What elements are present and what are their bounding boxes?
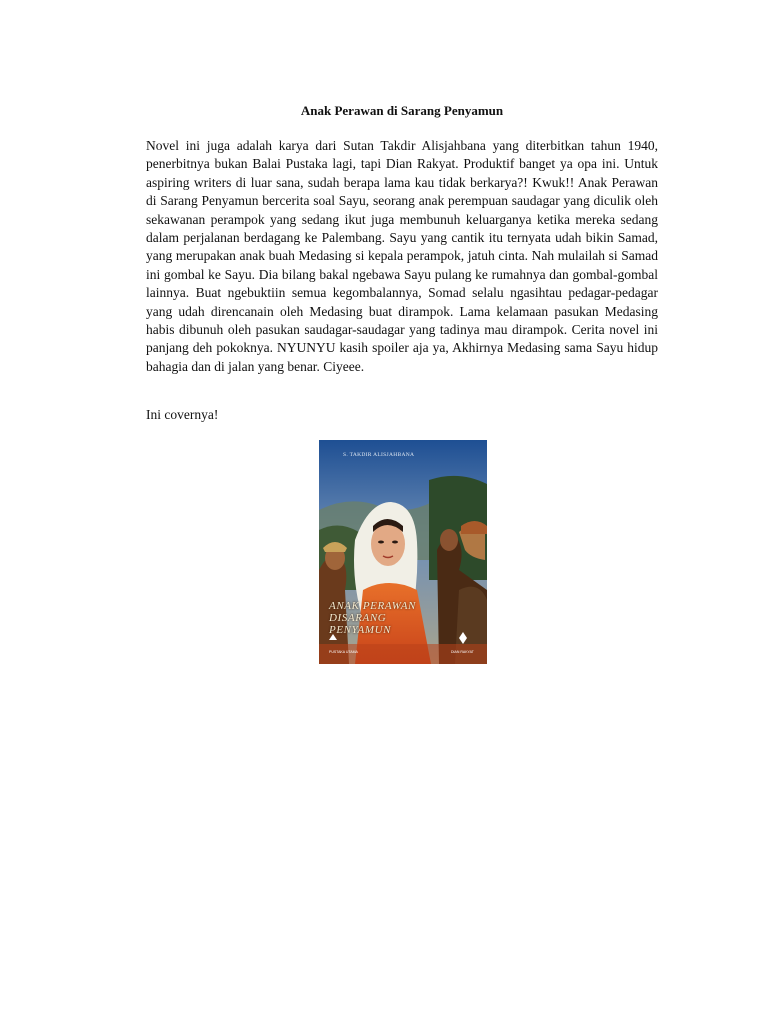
cover-title-line: ANAK PERAWAN [329,600,416,612]
book-cover-image [319,440,487,664]
cover-title-line: DISARANG [329,612,387,624]
publisher-right: DIAN RAKYAT [451,650,474,654]
cover-author: S. TAKDIR ALISJAHBANA [343,452,415,458]
document-paragraph: Novel ini juga adalah karya dari Sutan Takdir Alisjahbana yang diterbitkan tahun 1940, penerbitnya bukan Balai Pustaka lagi, tapi Dian Rakyat. Produktif banget ya opa ini. Untuk aspiring writers di luar sana, sudah berapa lama kau tidak berkarya?! Kwuk!! Anak Perawan di Sarang Penyamun bercerita soal Sayu, seorang anak perempuan saudagar yang diculik oleh sekawanan perampok yang sedang ikut juga membunuh keluarganya ketika mereka sedang dalam perjalanan berdagang ke Palembang. Sayu yang cantik itu ternyata udah bikin Samad, yang merupakan anak buah Medasing si kepala perampok, jatuh cinta. Nah mulailah si Samad ini gombal ke Sayu. Dia bilang bakal ngebawa Sayu pulang ke rumahnya dan gombal-gombal lainnya. Buat ngebuktiin semua kegombalannya, Somad selalu ngasihtau pedagar-pedagar yang udah direncanain oleh Medasing buat dirampok. Lama kelamaan pasukan Medasing habis dibunuh oleh pasukan saudagar-saudagar yang tadinya mau dirampok. Cerita novel ini panjang deh pokoknya. NYUNYU kasih spoiler aja ya, Akhirnya Medasing sama Sayu hidup bahagia dan di jalan yang benar. Ciyeee. [146,138,658,374]
document-title: Anak Perawan di Sarang Penyamun [300,103,504,118]
cover-title [329,600,439,636]
cover-title-line: PENYAMUN [329,624,392,636]
cover-label: Ini covernya! [146,407,219,422]
publisher-left: PUSTAKA UTAMA [329,650,358,654]
